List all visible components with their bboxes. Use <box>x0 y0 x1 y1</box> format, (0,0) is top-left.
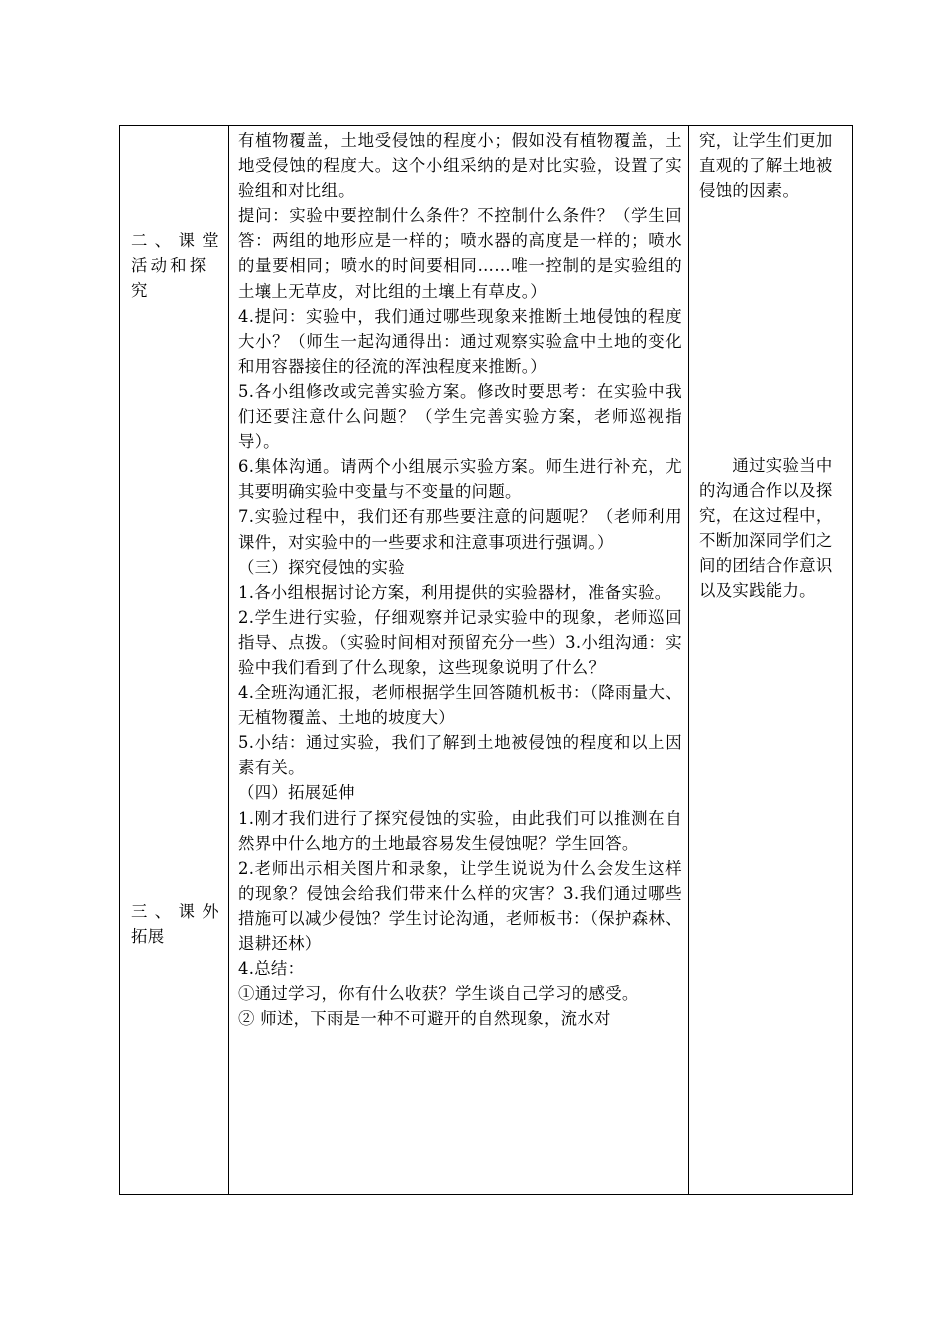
content-paragraph: 7.实验过程中，我们还有那些要注意的问题呢？（老师利用课件，对实验中的一些要求和注意事项进行强调。） <box>238 507 682 552</box>
intent-note: 通过实验当中的沟通合作以及探究，在这过程中，不断加深同学们之间的团结合作意识以及实践能力。 <box>699 456 833 601</box>
lesson-plan-table <box>119 125 853 1195</box>
content-paragraph: 4.提问：实验中，我们通过哪些现象来推断土地侵蚀的程度大小？（师生一起沟通得出：通过观察实验盒中土地的变化和用容器接住的径流的浑浊程度来推断。） <box>238 306 682 376</box>
content-subheading: （四）拓展延伸 <box>238 783 355 803</box>
teaching-process-text <box>229 126 688 1031</box>
section-label-line: 二 、 课 堂 <box>131 231 219 250</box>
intent-note: 究，让学生们更加直观的了解土地被侵蚀的因素。 <box>699 131 833 201</box>
content-paragraph: 2.学生进行实验，仔细观察并记录实验中的现象，老师巡回指导、点拨。（实验时间相对预留充分一些）3.小组沟通：实验中我们看到了什么现象，这些现象说明了什么？ <box>238 607 682 677</box>
content-paragraph: 提问：实验中要控制什么条件？不控制什么条件？（学生回答：两组的地形应是一样的；喷水器的高度是一样的；喷水的量要相同；喷水的时间要相同……唯一控制的是实验组的土壤上无草皮，对比组的土壤上有草皮。） <box>238 206 682 301</box>
content-paragraph: 4.总结： <box>238 959 305 979</box>
content-paragraph: 2.老师出示相关图片和录象，让学生说说为什么会发生这样的现象？侵蚀会给我们带来什么样的灾害？3.我们通过哪些措施可以减少侵蚀？学生讨论沟通，老师板书：（保护森林、退耕还林） <box>238 858 682 953</box>
section-label-line: 究 <box>131 281 148 301</box>
section-label-extension <box>120 899 228 949</box>
content-paragraph: 6.集体沟通。请两个小组展示实验方案。师生进行补充，尤其要明确实验中变量与不变量的问题。 <box>238 457 682 502</box>
section-label-line: 拓展 <box>131 927 165 947</box>
content-subheading: （三）探究侵蚀的实验 <box>238 557 405 577</box>
content-paragraph: 1.刚才我们进行了探究侵蚀的实验，由此我们可以推测在自然界中什么地方的土地最容易发生侵蚀呢？学生回答。 <box>238 808 682 853</box>
content-paragraph: ①通过学习，你有什么收获？学生谈自己学习的感受。 <box>238 984 639 1004</box>
content-paragraph: ② 师述，下雨是一种不可避开的自然现象，流水对 <box>238 1009 611 1029</box>
design-intent-column <box>689 126 852 1194</box>
section-label-line: 活动和探 <box>131 256 210 276</box>
section-column <box>120 126 229 1194</box>
content-paragraph: 有植物覆盖，土地受侵蚀的程度小；假如没有植物覆盖，土地受侵蚀的程度大。这个小组采纳的是对比实验，设置了实验组和对比组。 <box>238 131 682 201</box>
content-paragraph: 1.各小组根据讨论方案，利用提供的实验器材，准备实验。 <box>238 582 672 602</box>
section-label-classroom-activity <box>120 228 228 303</box>
content-paragraph: 5.各小组修改或完善实验方案。修改时要思考：在实验中我们还要注意什么问题？（学生完善实验方案，老师巡视指导）。 <box>238 381 682 452</box>
content-paragraph: 4.全班沟通汇报，老师根据学生回答随机板书：（降雨量大、无植物覆盖、土地的坡度大） <box>238 683 682 728</box>
content-paragraph: 5.小结：通过实验，我们了解到土地被侵蚀的程度和以上因素有关。 <box>238 733 682 778</box>
teaching-process-column <box>229 126 689 1194</box>
section-label-line: 三 、 课 外 <box>131 902 219 921</box>
